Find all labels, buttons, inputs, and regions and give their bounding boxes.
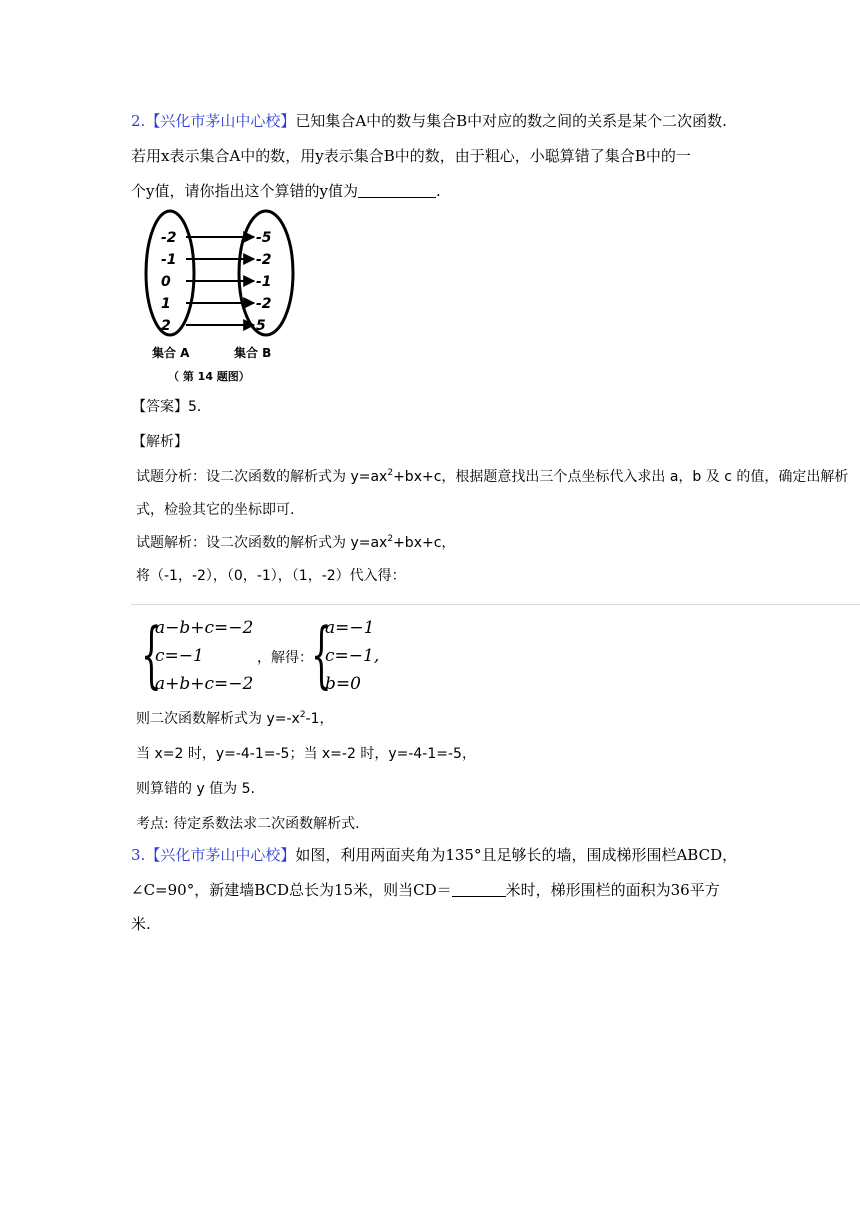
eq-right-1: a=−1: [325, 618, 375, 638]
answer-value: 5.: [188, 399, 202, 415]
q3-line-1: [131, 845, 737, 865]
q2-line-3: [131, 181, 441, 201]
eq-left-3: a+b+c=−2: [155, 674, 254, 694]
set-b-value: -1: [256, 274, 272, 290]
set-b-value: 5: [256, 318, 266, 334]
eq-right-2: c=−1,: [325, 646, 380, 666]
analysis-line-3: [136, 533, 455, 553]
solve-text: ，解得：: [257, 650, 313, 666]
exponent: 2: [387, 534, 394, 544]
q3-line-3: 米.: [131, 915, 151, 933]
q2-line-2: 若用x表示集合A中的数，用y表示集合B中的数，由于粗心，小聪算错了集合B中的一: [131, 147, 691, 165]
analysis-text-3b: +bx+c，: [393, 535, 456, 551]
set-a-value: 1: [161, 296, 171, 312]
eq-left-2: c=−1: [155, 646, 204, 666]
eq-right-3: b=0: [325, 674, 361, 694]
divider: [131, 604, 860, 605]
set-a-label: 集合 A: [152, 346, 190, 360]
set-b-value: -5: [256, 230, 272, 246]
figure-caption: （ 第 14 题图）: [168, 370, 250, 383]
conclusion-line-1: [136, 709, 334, 729]
answer-line: [132, 397, 201, 417]
q3-text-1: 如图，利用两面夹角为135°且足够长的墙，围成梯形围栏ABCD，: [295, 846, 738, 864]
q2-text-1: 已知集合A中的数与集合B中对应的数之间的关系是某个二次函数.: [295, 112, 727, 130]
set-b-label: 集合 B: [234, 346, 272, 360]
set-b-value: -2: [256, 252, 272, 268]
analysis-text-1a: 试题分析：设二次函数的解析式为 y=ax: [136, 469, 388, 485]
analysis-line-2: 式，检验其它的坐标即可.: [136, 502, 295, 518]
analysis-text-3a: 试题解析：设二次函数的解析式为 y=ax: [136, 535, 388, 551]
left-brace: {: [141, 612, 162, 696]
mapping-figure: [138, 206, 308, 386]
analysis-text-1b: +bx+c，根据题意找出三个点坐标代入求出 a，b 及 c 的值，确定出解析: [393, 469, 849, 485]
set-a-value: -1: [161, 252, 177, 268]
q3-answer-blank: [452, 882, 506, 897]
right-brace: {: [311, 612, 332, 696]
q2-source: 【兴化市茅山中心校】: [145, 112, 296, 130]
set-a-value: 0: [161, 274, 171, 290]
set-a-value: 2: [161, 318, 171, 334]
q2-answer-blank: [358, 183, 436, 198]
equation-system-right: [311, 612, 391, 698]
q2-text-3b: .: [435, 182, 441, 200]
eq-left-1: a−b+c=−2: [155, 618, 254, 638]
q3-text-2b: 米时，梯形围栏的面积为36平方: [505, 881, 720, 899]
q2-text-3a: 个y值，请你指出这个算错的y值为: [131, 182, 358, 200]
q3-text-2a: ∠C=90°，新建墙BCD总长为15米，则当CD＝: [131, 881, 452, 899]
set-b-values: [256, 230, 272, 334]
conclusion-line-2: 当 x=2 时，y=-4-1=-5；当 x=-2 时，y=-4-1=-5，: [136, 746, 476, 762]
analysis-line-4: 将（-1，-2），（0，-1），（1，-2）代入得：: [136, 568, 406, 584]
conclusion-text-1b: -1，: [305, 711, 334, 727]
q3-line-2: [131, 880, 720, 900]
q2-line-1: [131, 111, 727, 131]
q3-number: 3.: [131, 846, 146, 864]
exponent: 2: [299, 710, 306, 720]
analysis-line-1: [136, 467, 848, 487]
analysis-label: 【解析】: [132, 434, 188, 450]
exponent: 2: [387, 468, 394, 478]
set-b-value: -2: [256, 296, 272, 312]
conclusion-text-1a: 则二次函数解析式为 y=-x: [136, 711, 300, 727]
conclusion-line-4: 考点: 待定系数法求二次函数解析式.: [136, 816, 360, 832]
answer-label: 【答案】: [132, 399, 188, 415]
set-a-values: [161, 230, 177, 334]
q3-source: 【兴化市茅山中心校】: [145, 846, 296, 864]
conclusion-line-3: 则算错的 y 值为 5.: [136, 781, 255, 797]
equation-system-left: [141, 612, 261, 698]
set-a-value: -2: [161, 230, 177, 246]
q2-number: 2.: [131, 112, 146, 130]
